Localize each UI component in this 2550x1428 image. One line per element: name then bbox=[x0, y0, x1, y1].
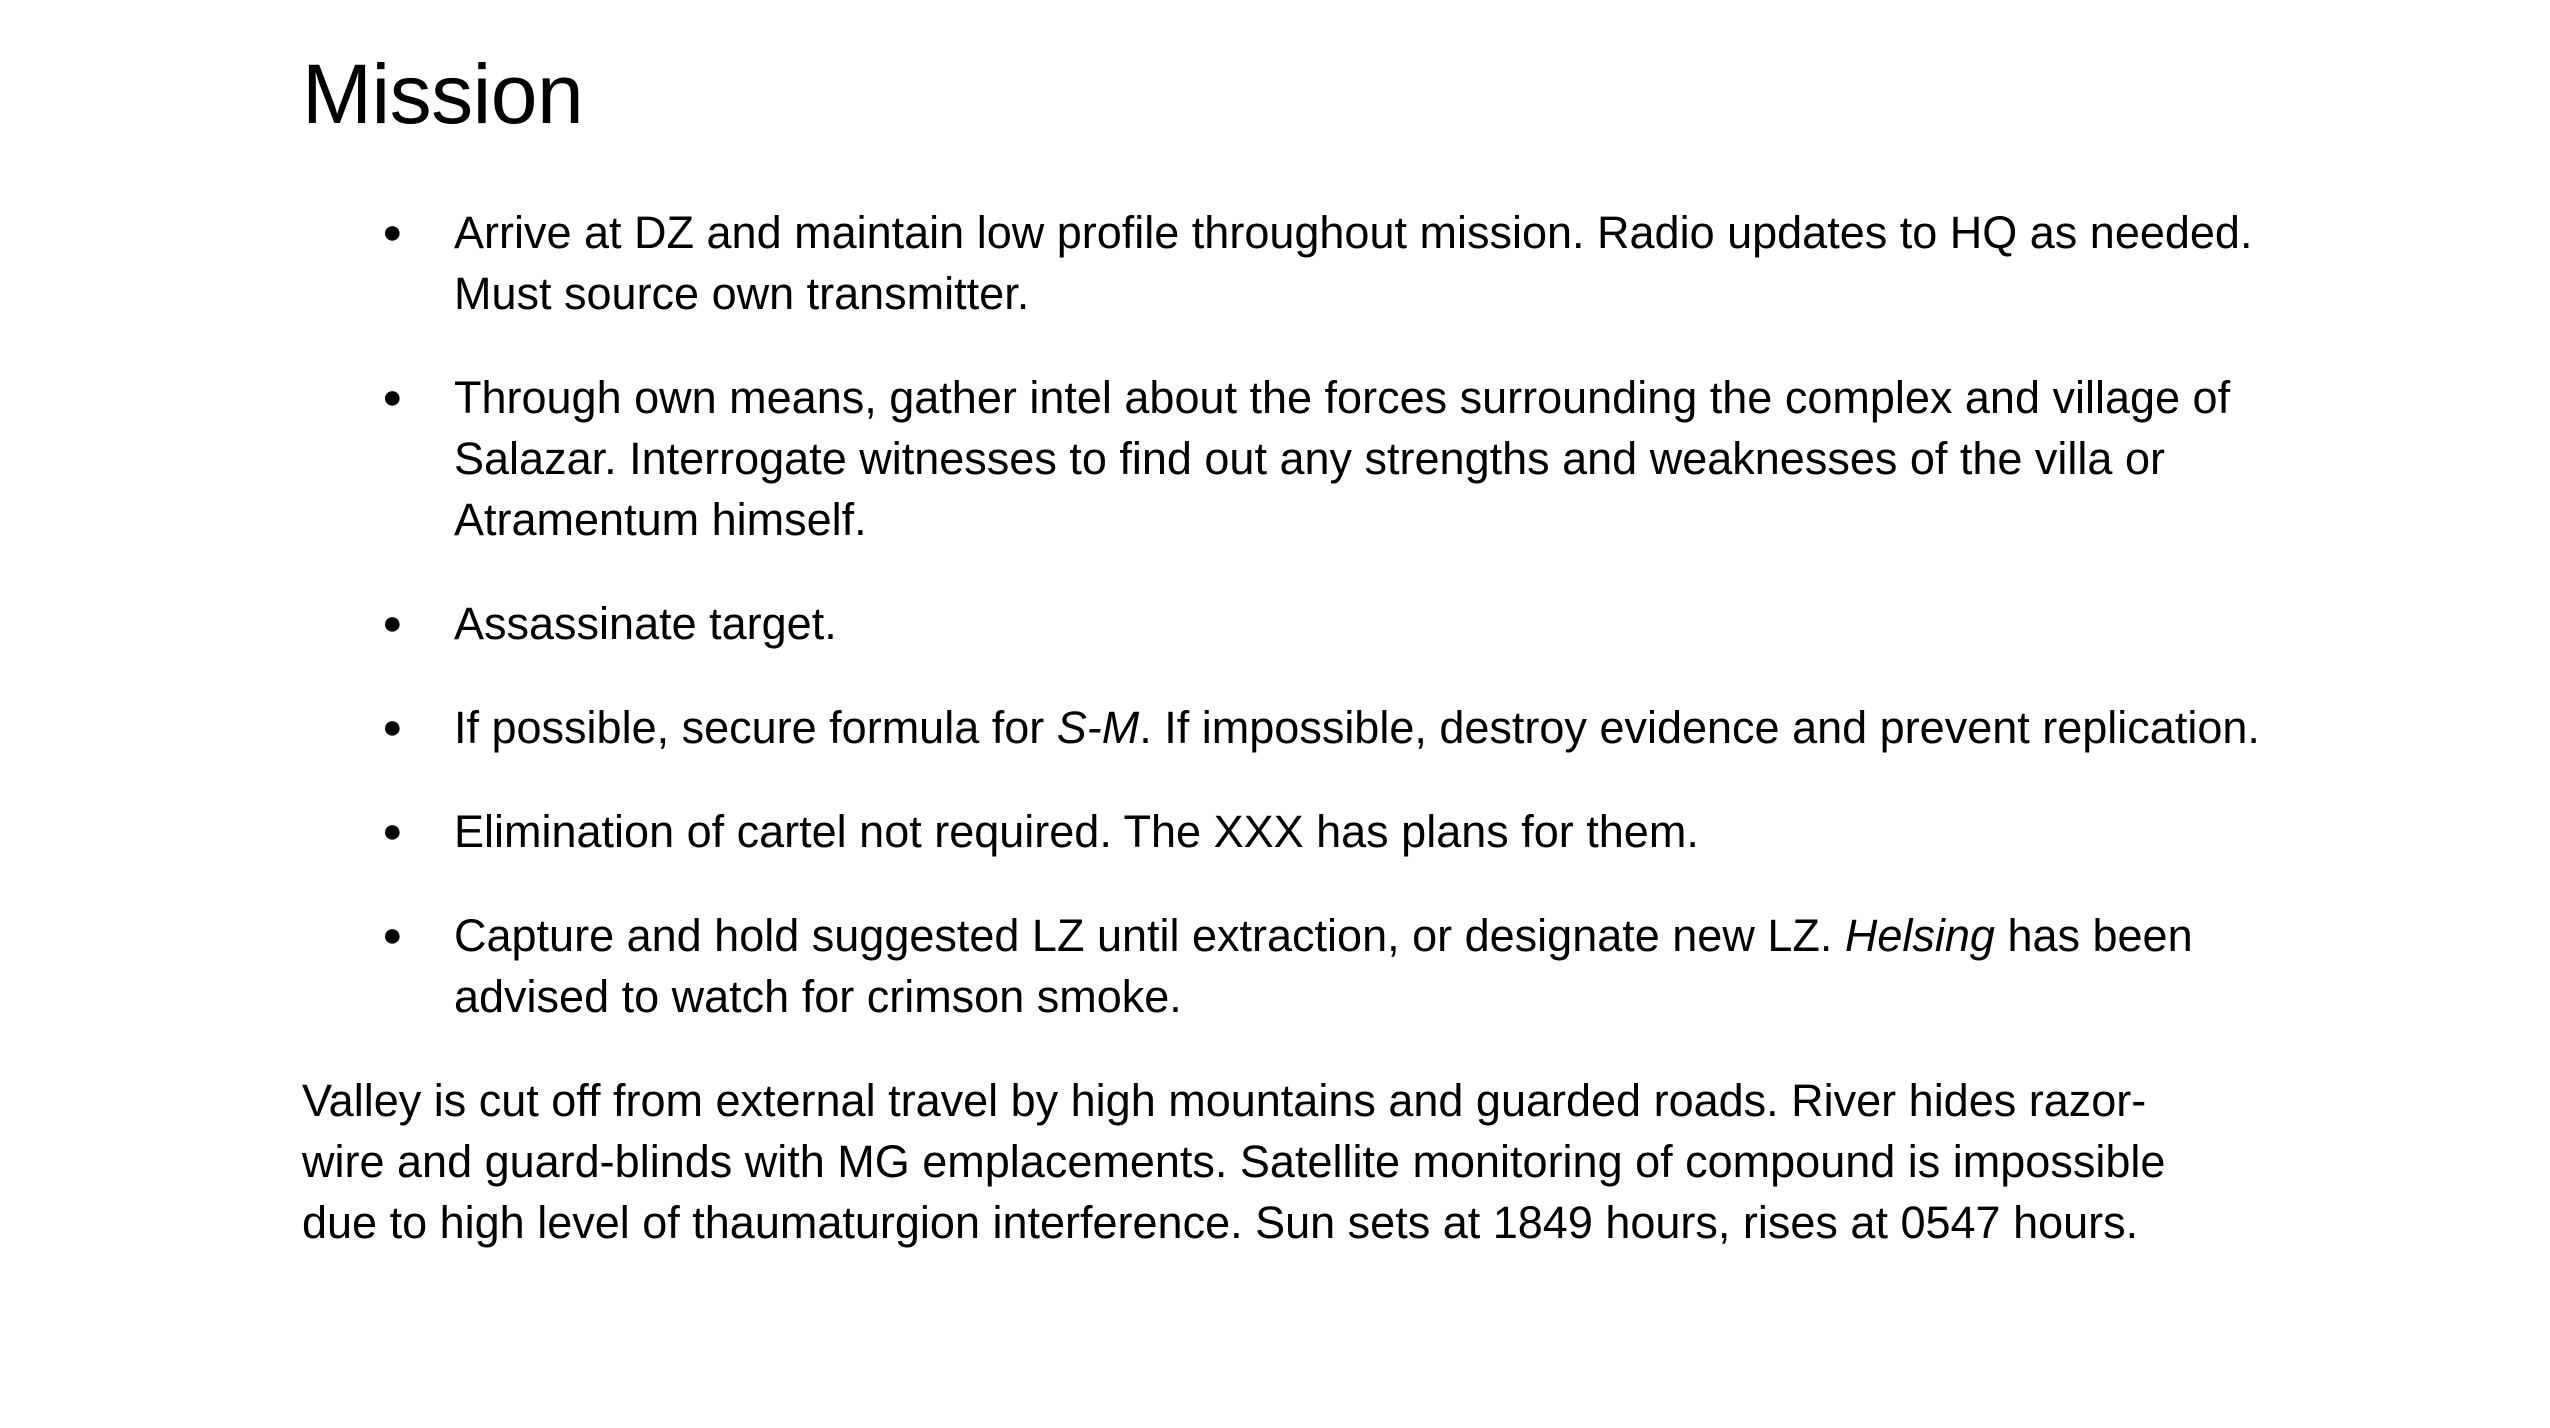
document-page bbox=[302, 40, 2302, 1253]
list-item bbox=[302, 593, 2354, 654]
bullet-icon: ● bbox=[382, 213, 403, 251]
objective-text-italic: Helsing bbox=[1844, 910, 1995, 961]
objective-text-part: Elimination of cartel not required. The XXX has plans for them. bbox=[454, 806, 1699, 857]
list-item bbox=[302, 801, 2354, 862]
objective-text bbox=[454, 202, 2354, 324]
objective-text bbox=[454, 801, 2354, 862]
objective-text-part: Arrive at DZ and maintain low profile throughout mission. Radio updates to HQ as needed. Must source own transmitter. bbox=[454, 207, 2253, 319]
bullet-icon: ● bbox=[382, 916, 403, 954]
list-item bbox=[302, 202, 2354, 324]
list-item bbox=[302, 367, 2354, 550]
list-item bbox=[302, 905, 2354, 1027]
objective-text bbox=[454, 367, 2354, 550]
objective-text-part: Through own means, gather intel about the forces surrounding the complex and village of Salazar. Interrogate witnesses to find out any strengths and weaknesses of the villa or Atramentum himself. bbox=[454, 372, 2231, 545]
bullet-icon: ● bbox=[382, 812, 403, 850]
objective-text-part: If possible, secure formula for bbox=[454, 702, 1057, 753]
objective-text-part: . If impossible, destroy evidence and prevent replication. bbox=[1139, 702, 2260, 753]
bullet-icon: ● bbox=[382, 708, 403, 746]
objective-text bbox=[454, 593, 2354, 654]
mission-objectives-list bbox=[302, 202, 2302, 1027]
valley-description-paragraph: Valley is cut off from external travel by high mountains and guarded roads. River hides razor-wire and guard-blinds with MG emplacements. Satellite monitoring of compound is impossible due to high level of thaumaturgion interference. Sun sets at 1849 hours, rises at 0547 hours. bbox=[302, 1075, 2166, 1248]
objective-text bbox=[454, 905, 2354, 1027]
objective-text-italic: S-M bbox=[1056, 702, 1140, 753]
bullet-icon: ● bbox=[382, 378, 403, 416]
page-title: Mission bbox=[302, 47, 584, 141]
objective-text-part: Capture and hold suggested LZ until extraction, or designate new LZ. bbox=[454, 910, 1845, 961]
bullet-icon: ● bbox=[382, 604, 403, 642]
objective-text bbox=[454, 697, 2354, 758]
list-item bbox=[302, 697, 2354, 758]
objective-text-part: Assassinate target. bbox=[454, 598, 837, 649]
objective-text-part: has been advised to watch for crimson smoke. bbox=[454, 910, 2193, 1022]
